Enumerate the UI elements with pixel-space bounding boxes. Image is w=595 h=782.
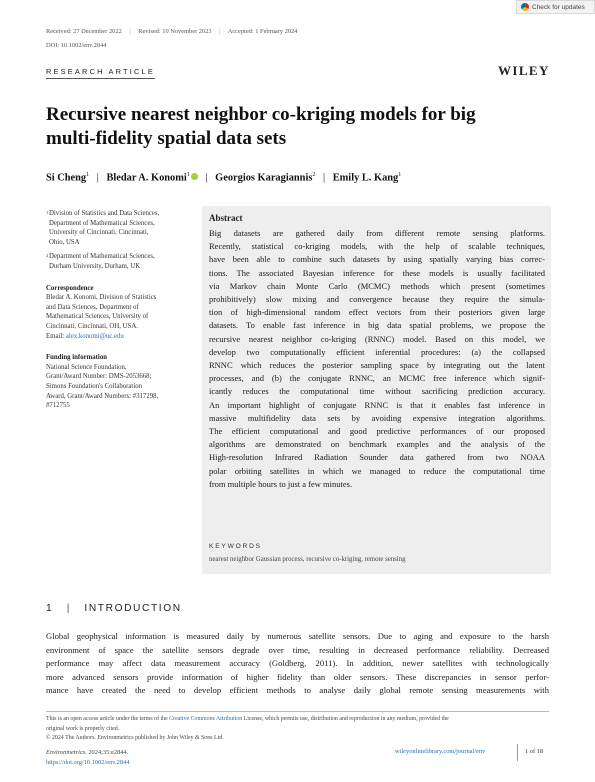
- correspondence-block: Correspondence Bledar A. Konomi, Division of Statistics and Data Sciences, Department of Mathematical Sciences, University of Cincinnati, Cincinnati, OH, USA. Email: alex.konomi@uc.edu: [46, 284, 192, 342]
- doi: DOI: 10.1002/env.2844: [46, 42, 107, 49]
- correspondence-heading: Correspondence: [46, 284, 94, 292]
- section-title: INTRODUCTION: [84, 603, 182, 614]
- title-line: multi-fidelity spatial data sets: [46, 128, 287, 149]
- doi-link[interactable]: https://doi.org/10.1002/env.2844: [46, 759, 130, 766]
- article-type: RESEARCH ARTICLE: [46, 67, 155, 79]
- author[interactable]: Si Cheng: [46, 172, 87, 184]
- author[interactable]: Bledar A. Konomi: [106, 172, 187, 184]
- keywords-heading: KEYWORDS: [209, 543, 262, 550]
- section-number: 1: [46, 603, 54, 614]
- funding-block: Funding information National Science Foundation, Grant/Award Number: DMS-2053668; Simons Foundation's Collaboration Award, Grant/Award Numbers: #317298, #712755: [46, 353, 192, 411]
- footer-rule: [46, 711, 549, 712]
- abstract-text: Big datasets are gathered daily from different remote sensing platforms. Recently, statistical co-kriging models, with the help of scalable techniques, have been able to combine such datasets by using spatially varying bias correc- tions. The associated Bayesian inference for these models is usually facilitated via Markov chain Monte Carlo (MCMC) methods which present (sometimes prohibitively) slow mixing and convergence because they require the simula- tion of high-dimensional random effect vectors from their posteriors given large datasets. To enable fast inference in big data spatial problems, we propose the recursive nearest neighbor co-kriging (RNNC) model. Based on this model, we develop two computationally efficient inferential procedures: (a) the collapsed RNNC which reduces the posterior sampling space by integrating out the latent processes, and (b) the conjugate RNNC, an MCMC free inference which signif- icantly reduces the computational time without sacrificing prediction accuracy. An important highlight of conjugate RNNC is that it enables fast inference in massive multifidelity data sets by avoiding expensive integration algorithms. The efficient computational and good predictive performances of our proposed algorithms are demonstrated on benchmark examples and the analysis of the High-resolution Infrared Radiation Sounder data gathered from two NOAA polar orbiting satellites in which we managed to reduce the computational time from multiple hours to just a few minutes.: [209, 228, 545, 489]
- section-heading: 1 | INTRODUCTION: [46, 603, 182, 614]
- copyright: © 2024 The Authors. Environmetrics published by John Wiley & Sons Ltd.: [46, 735, 224, 742]
- wiley-logo: WILEY: [498, 63, 550, 78]
- abstract-box: [202, 206, 551, 574]
- revised-date: Revised: 10 November 2023: [138, 28, 212, 35]
- affiliation: 2 Department of Mathematical Sciences, Durham University, Durham, UK: [46, 253, 155, 270]
- footer-divider: [517, 744, 518, 761]
- author[interactable]: Georgios Karagiannis: [215, 172, 313, 184]
- paper-title: [46, 103, 566, 151]
- intro-text: Global geophysical information is measured daily by numerous satellite sensors. Due to aging and exposure to the harsh environment of space the satellite sensors degrade over time, resulting in decreased performance reliability. Decreased performance may affect data measurement accuracy (Goldberg, 2011). In addition, newer satellites with technologically more advanced sensors provide information of higher fidelity than older sensors. These discrepancies in sensor perfor- mance have created the need to develop efficient methods to analyse daily global remote sensing measurements with: [46, 631, 549, 696]
- funding-heading: Funding information: [46, 354, 107, 362]
- cc-license-link[interactable]: Creative Commons Attribution: [169, 716, 243, 722]
- affiliation: 1 Division of Statistics and Data Sciences, Department of Mathematical Sciences, University of Cincinnati, Cincinnati, Ohio, USA: [46, 210, 160, 246]
- accepted-date: Accepted: 1 February 2024: [227, 28, 298, 35]
- crossmark-icon: [521, 3, 529, 11]
- citation: 2024;35:e2844.: [86, 749, 129, 756]
- abstract-heading: Abstract: [209, 213, 243, 223]
- keywords-list: nearest neighbor Gaussian process, recursive co-kriging, remote sensing: [209, 556, 406, 563]
- dates-line: Received: 27 December 2022 | Revised: 10 November 2023 | Accepted: 1 February 2024: [46, 28, 298, 35]
- check-updates-button[interactable]: [516, 0, 595, 14]
- received-date: Received: 27 December 2022: [46, 28, 122, 35]
- journal-url-link[interactable]: wileyonlinelibrary.com/journal/env: [395, 748, 486, 755]
- journal-name: Environmetrics.: [46, 749, 87, 756]
- email-link[interactable]: alex.konomi@uc.edu: [65, 332, 124, 340]
- author[interactable]: Emily L. Kang: [332, 172, 399, 184]
- license-text: This is an open access article under the terms of the Creative Commons Attribution License, which permits use, distribution and reproduction in any medium, provided the original work is properly cited. © 2024 The Authors. Environmetrics published by John Wiley & Sons Ltd.: [46, 715, 556, 744]
- orcid-icon[interactable]: [191, 173, 198, 180]
- author-list: Si Cheng$^1$ | Bledar A. Konomi$^1$ | Georgios Karagiannis$^2$ | Emily L. Kang$^1$: [46, 172, 402, 184]
- page-number: 1 of 18: [525, 748, 544, 755]
- citation-block: [46, 748, 129, 768]
- title-line: Recursive nearest neighbor co-kriging models for big: [46, 104, 476, 125]
- check-updates-label: Check for updates: [532, 3, 585, 11]
- affiliations-sidebar: [46, 209, 192, 411]
